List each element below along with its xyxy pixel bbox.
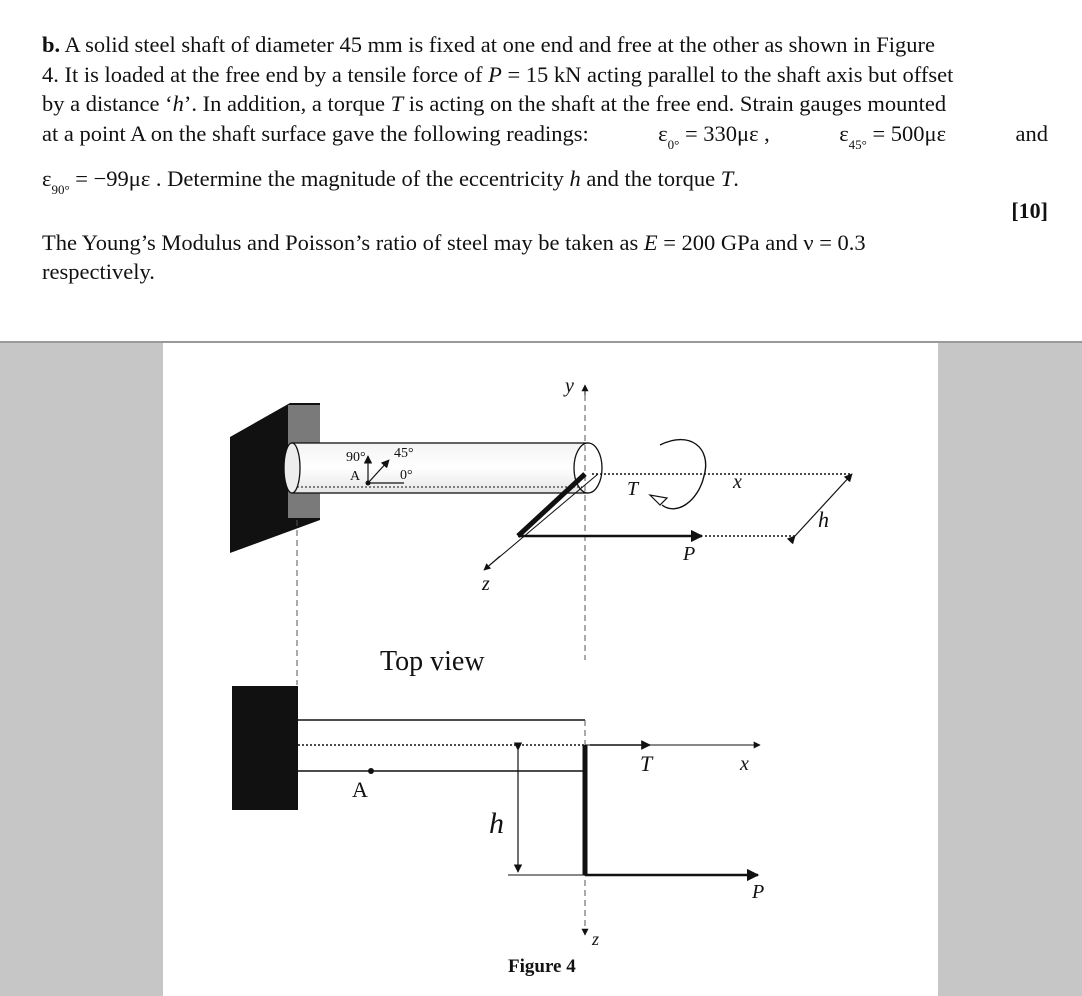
subscript-90: 90° [51,182,70,197]
epsilon-symbol: ε [839,120,849,146]
line3-text-a: by a distance ‘ [42,91,173,116]
label-A-bottom: A [352,777,368,802]
label-x-top: x [733,471,742,493]
symbol-h-2: h [569,166,581,191]
line4-and: and [1015,120,1048,146]
torque-arrowhead-top [650,495,667,505]
label-z-top: z [482,573,490,595]
line5-text-b: Determine the magnitude of the eccentricity [167,166,564,191]
symbol-E: E [643,230,658,255]
strain-90-value: = −99με . [75,166,162,191]
strain-45-value: = 500με [872,120,947,146]
epsilon-symbol: ε [658,120,668,146]
shaft-top [284,443,602,493]
z-axis-arrow [484,556,500,570]
symbol-T: T [390,91,404,116]
para2-text-a: The Young’s Modulus and Poisson’s ratio of steel may be taken as [42,230,639,255]
epsilon-symbol: ε [42,166,52,191]
label-T-top: T [627,478,639,500]
symbol-T-2: T [720,166,734,191]
subscript-45: 45° [848,136,867,152]
line4-text: at a point A on the shaft surface gave the following readings: [42,120,589,146]
label-z-bottom: z [592,929,600,949]
gauge-label-45: 45° [394,446,414,461]
label-P-bottom: P [752,881,765,903]
label-x-bottom: x [740,753,749,775]
line3-text-c: is acting on the shaft at the free end. Strain gauges mounted [408,91,947,116]
strain-0-value: = 330με , [684,120,770,146]
line2-text-b: = 15 kN acting parallel to the shaft axis but offset [507,61,954,87]
gauge-label-0: 0° [400,468,413,483]
label-h-bottom: h [489,807,504,840]
label-T-bottom: T [640,751,653,776]
symbol-P: P [488,61,502,87]
label-P-top: P [683,543,696,565]
line2-text-a: 4. It is loaded at the free end by a tensile force of [42,61,483,87]
line1-text: A solid steel shaft of diameter 45 mm is fixed at one end and free at the other as shown in Figure [64,32,935,57]
marks-label: [10] [1011,198,1048,223]
top-view-title: Top view [380,646,485,677]
para2-text-c: respectively. [42,259,155,284]
gauge-label-A: A [350,469,361,484]
label-y: y [565,375,574,397]
subscript-0: 0° [667,136,680,152]
gauge-label-90: 90° [346,450,366,465]
line5-period: . [733,166,739,191]
point-A-marker [368,768,374,774]
line5-text-c: and the torque [586,166,716,191]
wall-support-bottom [232,686,298,810]
symbol-h: h [172,91,184,116]
label-h-top: h [818,507,829,532]
para2-text-b: = 200 GPa and ν = 0.3 [663,230,866,255]
figure-caption: Figure 4 [508,956,576,977]
line3-text-b: ’. In addition, a torque [183,91,386,116]
part-label: b. [42,32,61,57]
